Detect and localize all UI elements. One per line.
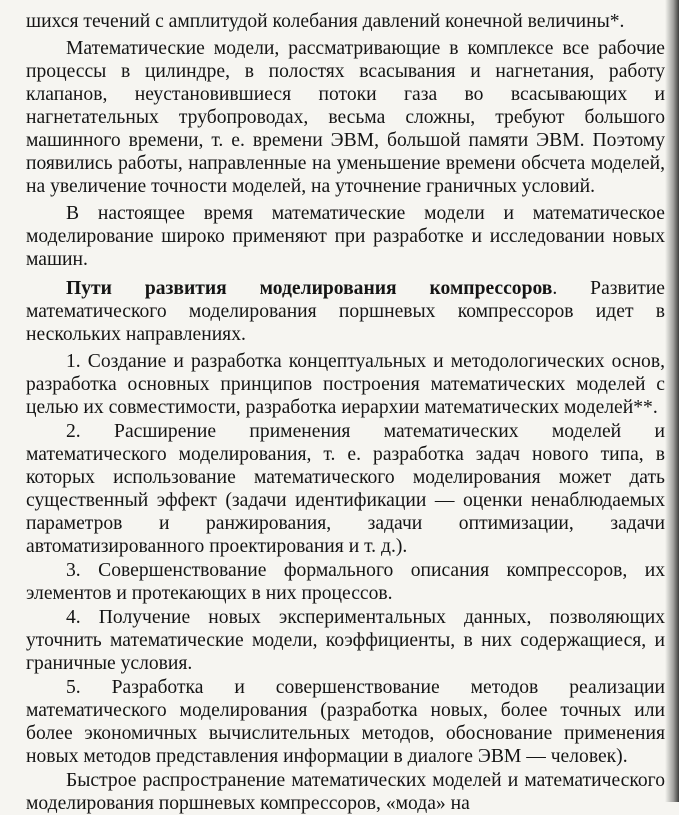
list-item-3: 3. Совершенствование формального описания компрессоров, их элементов и протекающих в них процессов. — [26, 560, 665, 604]
list-item-2: 2. Расширение применения математических моделей и математического моделирования, т. е. разработка задач нового типа, в которых использование математического моделирования может дать существенный эффект (задачи идентификации — оценки ненаблюдаемых параметров и ранжирования, задачи оптимизации, задачи автоматизированного проектирования и т. д.). — [26, 421, 665, 557]
section-title: Пути развития моделирования компрессоров — [66, 278, 553, 299]
list-item-5: 5. Разработка и совершенствование методов реализации математического моделирования (разработка новых, более точных или более экономичных вычислительных методов, обоснование применения новых методов представления информации в диалоге ЭВМ — человек). — [26, 677, 665, 767]
paragraph-continuation: шихся течений с амплитудой колебания давлений конечной величины*. — [26, 11, 625, 32]
section-intro-text: . Развитие математического моделирования поршневых компрессоров идет в нескольких направлениях. — [26, 278, 665, 345]
paragraph-models-complexity: Математические модели, рассматривающие в комплексе все рабочие процессы в цилиндре, в полостях всасывания и нагнетания, работу клапанов, неустановившиеся потоки газа во всасывающих и нагнетательных трубопроводах, весьма сложны, требуют большого машинного времени, т. е. времени ЭВМ, большой памяти ЭВМ. Поэтому появились работы, направленные на уменьшение времени обсчета моделей, на увеличение точности моделей, на уточнение граничных условий. — [26, 38, 665, 197]
paragraph-development-directions — [26, 277, 665, 346]
list-item-4: 4. Получение новых экспериментальных данных, позволяющих уточнить математические модели, коэффициенты, в них содержащиеся, и граничные условия. — [26, 607, 665, 674]
list-item-1: 1. Создание и разработка концептуальных и методологических основ, разработка основных принципов построения математических моделей с целью их совместимости, разработка иерархии математических моделей**. — [26, 351, 665, 418]
paragraph-modern-use: В настоящее время математические модели и математическое моделирование широко применяют при разработке и исследовании новых машин. — [26, 203, 665, 270]
paragraph-final: Быстрое распространение математических моделей и математического моделирования поршневых компрессоров, «мода» на — [26, 770, 665, 814]
